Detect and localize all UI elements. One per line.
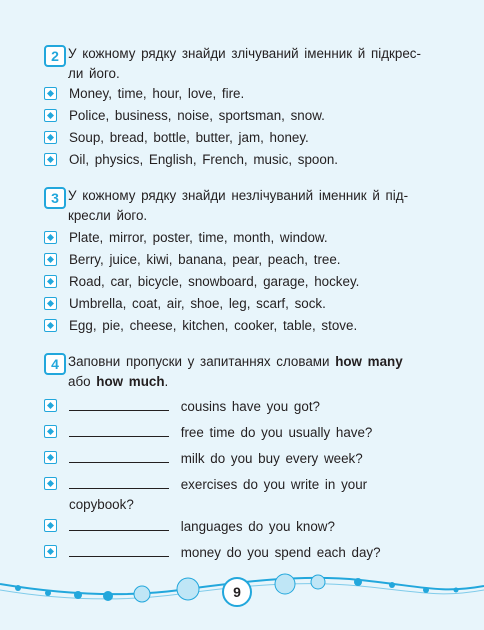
wave-bubble-icon [134, 586, 150, 602]
wave-bubble-icon [311, 575, 325, 589]
wave-dot-icon [45, 590, 51, 596]
fill-in-item [69, 448, 439, 469]
list-item [69, 228, 439, 248]
instruction-line: У кожному рядку знайди злічуваний іменник й підкрес- [68, 46, 421, 61]
instruction-text: або [68, 374, 97, 389]
answer-blank[interactable] [69, 396, 169, 411]
item-text: Road, car, bicycle, snowboard, garage, hockey. [69, 274, 360, 289]
page-number: 9 [222, 577, 252, 607]
item-text-continuation: copybook? [69, 497, 134, 512]
instruction-keyword: how much [96, 374, 165, 389]
item-text: free time do you usually have? [180, 425, 373, 440]
bullet-icon [44, 275, 57, 288]
fill-in-item [69, 516, 439, 537]
wave-dot-icon [354, 578, 362, 586]
item-text: milk do you buy every week? [180, 451, 363, 466]
item-text: Money, time, hour, love, fire. [69, 86, 245, 101]
list-item [69, 128, 439, 148]
bullet-icon [44, 231, 57, 244]
list-item [69, 106, 439, 126]
bullet-icon [44, 253, 57, 266]
answer-blank[interactable] [69, 448, 169, 463]
answer-blank[interactable] [69, 422, 169, 437]
answer-blank[interactable] [69, 516, 169, 531]
instruction-line: ли його. [68, 66, 120, 81]
list-item [69, 84, 439, 104]
item-text: Egg, pie, cheese, kitchen, cooker, table, stove. [69, 318, 358, 333]
instruction-text: Заповни пропуски у запитаннях словами [68, 354, 336, 369]
bullet-icon [44, 319, 57, 332]
list-item [69, 294, 439, 314]
bullet-icon [44, 477, 57, 490]
item-text: Oil, physics, English, French, music, spoon. [69, 152, 338, 167]
bullet-icon [44, 451, 57, 464]
list-item [69, 150, 439, 170]
list-item [69, 316, 439, 336]
fill-in-item [69, 396, 439, 417]
wave-bubble-icon [177, 578, 199, 600]
bullet-icon [44, 519, 57, 532]
task-number-badge: 4 [44, 353, 66, 375]
item-text: Berry, juice, kiwi, banana, pear, peach, tree. [69, 252, 341, 267]
task-number-badge: 2 [44, 45, 66, 67]
task-instruction [68, 352, 440, 392]
bullet-icon [44, 109, 57, 122]
wave-dot-icon [423, 587, 429, 593]
bullet-icon [44, 153, 57, 166]
task-instruction [68, 44, 440, 84]
task-instruction [68, 186, 440, 226]
bullet-icon [44, 545, 57, 558]
item-text: languages do you know? [180, 519, 335, 534]
answer-blank[interactable] [69, 474, 169, 489]
wave-dot-icon [454, 588, 459, 593]
item-text: Soup, bread, bottle, butter, jam, honey. [69, 130, 309, 145]
item-text: Police, business, noise, sportsman, snow. [69, 108, 325, 123]
instruction-line: У кожному рядку знайди незлічуваний іменник й під- [68, 188, 409, 203]
wave-dot-icon [389, 582, 395, 588]
bullet-icon [44, 399, 57, 412]
instruction-keyword: how many [335, 354, 403, 369]
wave-dot-icon [74, 591, 82, 599]
list-item [69, 250, 439, 270]
bullet-icon [44, 87, 57, 100]
instruction-line: кресли його. [68, 208, 148, 223]
fill-in-item [69, 474, 439, 515]
item-text: Umbrella, coat, air, shoe, leg, scarf, sock. [69, 296, 326, 311]
wave-bubble-icon [275, 574, 295, 594]
item-text: money do you spend each day? [180, 545, 381, 560]
wave-dot-icon [15, 585, 21, 591]
list-item [69, 272, 439, 292]
task-number-badge: 3 [44, 187, 66, 209]
bullet-icon [44, 297, 57, 310]
item-text: exercises do you write in your [180, 477, 368, 492]
item-text: Plate, mirror, poster, time, month, window. [69, 230, 328, 245]
bullet-icon [44, 425, 57, 438]
fill-in-item [69, 422, 439, 443]
answer-blank[interactable] [69, 542, 169, 557]
instruction-text: . [164, 374, 169, 389]
wave-dot-icon [103, 591, 113, 601]
item-text: cousins have you got? [180, 399, 320, 414]
bullet-icon [44, 131, 57, 144]
